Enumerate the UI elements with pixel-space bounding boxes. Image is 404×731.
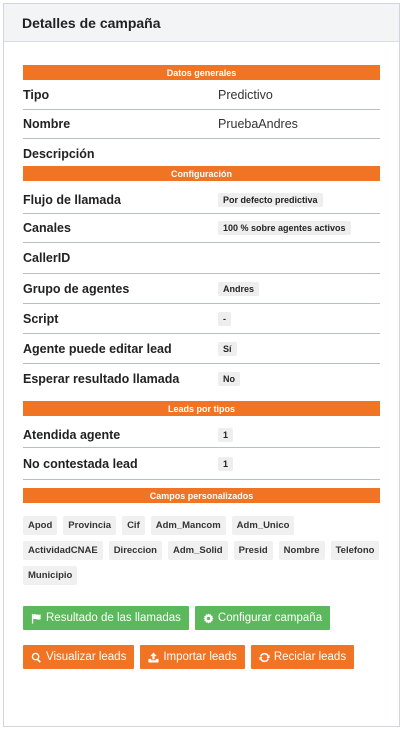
row-editar — [23, 334, 380, 364]
atendida-label: Atendida agente — [23, 427, 121, 442]
call-results-label: Resultado de las llamadas — [46, 612, 181, 624]
editar-label: Agente puede editar lead — [23, 341, 172, 356]
row-canales — [23, 214, 380, 243]
row-tipo — [23, 80, 380, 110]
upload-icon — [148, 652, 159, 663]
grupo-badge: Andres — [218, 282, 259, 296]
campaign-details-panel — [3, 3, 400, 727]
esperar-label: Esperar resultado llamada — [23, 372, 180, 386]
esperar-badge: No — [218, 372, 240, 386]
configure-campaign-label: Configurar campaña — [217, 612, 323, 624]
configure-campaign-button[interactable] — [195, 606, 330, 630]
row-nombre — [23, 110, 380, 139]
callerid-label: CallerID — [23, 251, 71, 265]
flujo-label: Flujo de llamada — [23, 193, 121, 207]
section-general-header: Datos generales — [23, 65, 380, 80]
section-config-header: Configuración — [23, 166, 380, 181]
nombre-value: PruebaAndres — [218, 117, 298, 131]
divider — [23, 479, 380, 480]
lead-actions — [23, 645, 380, 669]
tipo-label: Tipo — [23, 87, 50, 102]
search-icon — [31, 652, 42, 663]
import-leads-label: Importar leads — [163, 651, 237, 663]
recycle-leads-label: Reciclar leads — [273, 651, 347, 663]
custom-field-chip: Cif — [122, 516, 145, 535]
atendida-badge: 1 — [218, 428, 233, 442]
view-leads-button[interactable] — [23, 645, 134, 669]
row-descripcion — [23, 139, 380, 169]
view-leads-label: Visualizar leads — [46, 651, 127, 663]
canales-badge: 100 % sobre agentes activos — [218, 221, 351, 235]
flujo-badge: Por defecto predictiva — [218, 193, 323, 207]
grupo-label: Grupo de agentes — [23, 281, 130, 296]
custom-field-chip: Adm_Mancom — [151, 516, 226, 535]
import-leads-button[interactable] — [140, 645, 245, 669]
custom-field-chip: Nombre — [279, 541, 325, 560]
call-results-button[interactable] — [23, 606, 189, 630]
gear-icon — [203, 613, 214, 624]
recycle-leads-button[interactable] — [251, 645, 354, 669]
custom-field-chip: Apod — [23, 516, 57, 535]
tipo-value: Predictivo — [218, 87, 273, 102]
panel-body — [4, 65, 399, 669]
primary-actions — [23, 606, 380, 630]
descripcion-label: Descripción — [23, 147, 95, 161]
custom-field-chip: Provincia — [63, 516, 116, 535]
custom-field-chip: ActividadCNAE — [23, 541, 103, 560]
panel-title: Detalles de campaña — [22, 14, 161, 31]
custom-field-chip: Adm_Solid — [168, 541, 228, 560]
custom-field-chip: Direccion — [109, 541, 162, 560]
custom-fields-list — [23, 516, 380, 585]
script-badge: - — [218, 312, 231, 326]
flag-icon — [31, 613, 42, 624]
row-script — [23, 304, 380, 334]
custom-field-chip: Telefono — [331, 541, 380, 560]
nombre-label: Nombre — [23, 117, 71, 131]
section-custom-header: Campos personalizados — [23, 488, 380, 503]
row-grupo — [23, 274, 380, 304]
panel-header — [4, 4, 399, 42]
row-callerid — [23, 243, 380, 274]
editar-badge: Sí — [218, 342, 237, 356]
row-esperar — [23, 364, 380, 394]
canales-label: Canales — [23, 221, 71, 235]
row-atendida — [23, 416, 380, 448]
custom-field-chip: Presid — [234, 541, 273, 560]
script-label: Script — [23, 311, 59, 326]
nocontestada-badge: 1 — [218, 457, 233, 471]
row-flujo — [23, 181, 380, 214]
row-nocontestada — [23, 448, 380, 479]
nocontestada-label: No contestada lead — [23, 456, 138, 471]
section-leads-header: Leads por tipos — [23, 401, 380, 416]
custom-field-chip: Municipio — [23, 566, 77, 585]
refresh-icon — [259, 652, 270, 663]
custom-field-chip: Adm_Unico — [232, 516, 295, 535]
